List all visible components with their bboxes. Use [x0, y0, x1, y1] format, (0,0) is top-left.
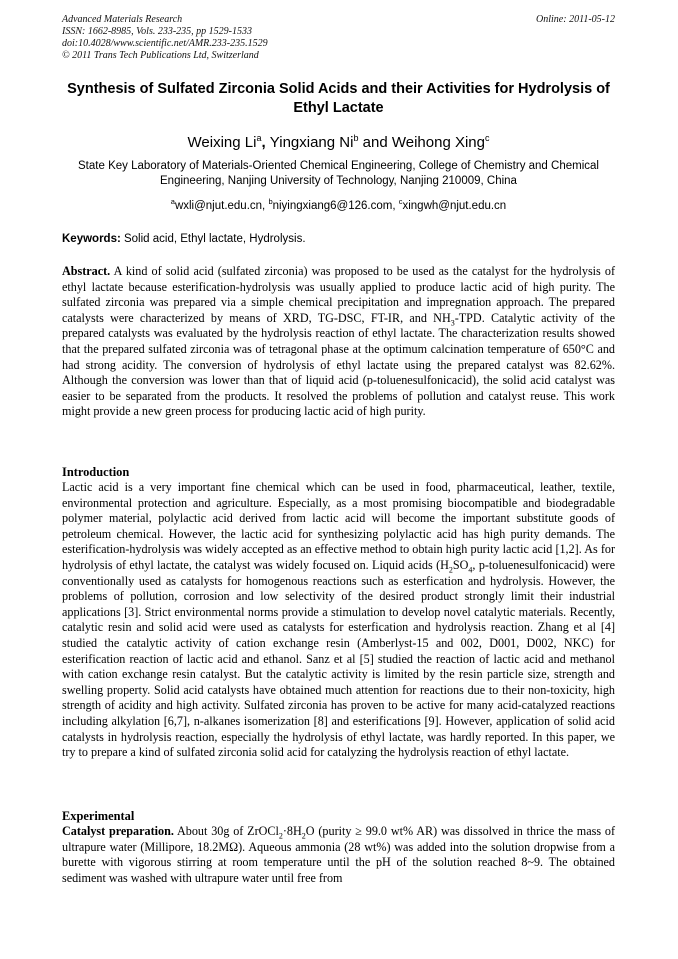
author-separator: ,: [261, 134, 270, 151]
email-superscript: a: [170, 197, 175, 206]
journal-header: [62, 14, 615, 62]
experimental-text: About 30g of ZrOCl: [173, 824, 279, 838]
author-name: Weihong Xing: [391, 134, 485, 151]
keywords: [62, 232, 615, 247]
author-superscript: b: [353, 133, 359, 143]
introduction-heading: Introduction: [62, 465, 130, 479]
author-separator: and: [358, 134, 392, 151]
experimental-text: O (purity ≥ 99.0 wt% AR) was dissolved in thrice the mass of ultrapure water (Millipore, 18.2MΩ). Aqueous ammonia (28 wt%) was added into the solution dropwise from a burette with vigorous stirring at room temperature until the pH of the solution reached 8~9. The obtained sediment was washed with ultrapure water until free from: [62, 824, 616, 885]
doi-line: doi:10.4028/www.scientific.net/AMR.233-235.1529: [62, 38, 268, 49]
keywords-label: Keywords:: [62, 233, 121, 245]
paper-title: Synthesis of Sulfated Zirconia Solid Acids and their Activities for Hydrolysis of Ethyl Lactate: [67, 81, 610, 116]
email-superscript: b: [268, 197, 273, 206]
email-address: xingwh@njut.edu.cn: [402, 199, 507, 212]
introduction-body: [62, 480, 615, 761]
online-date: Online: 2011-05-12: [536, 14, 615, 25]
subscript: 2: [301, 831, 306, 841]
experimental-text: ·8H: [282, 824, 302, 838]
author-name: Weixing Li: [187, 134, 257, 151]
journal-name: Advanced Materials Research: [62, 14, 183, 25]
subscript: 4: [468, 565, 473, 575]
email-superscript: c: [398, 197, 403, 206]
affiliation: State Key Laboratory of Materials-Oriented Chemical Engineering, College of Chemistry and Chemical Engineering, Nanjing University of Technology, Nanjing 210009, China: [78, 160, 599, 187]
email-address: niyingxiang6@126.com,: [272, 199, 399, 212]
subscript: 2: [278, 831, 283, 841]
email-address: wxli@njut.edu.cn,: [174, 199, 269, 212]
introduction-text: SO: [452, 557, 469, 572]
subscript: 2: [448, 565, 453, 575]
abstract: [62, 264, 615, 420]
introduction-text: Lactic acid is a very important fine chemical which can be used in food, pharmaceutical, leather, textile, environmental protection and agriculture. Especially, as a most promising biocompatible and biodegradable polymer material, polylactic acid derived from lactic acid will become the important substitute goods of petroleum chemical. However, the lactic acid for synthesizing polylactic acid has high purity demands. The esterification-hydrolysis was widely accepted as an effective method to obtain high purity lactic acid [1,2]. As for hydrolysis of ethyl lactate, the catalyst was widely focused on. Liquid acids (H: [62, 480, 615, 572]
author-superscript: c: [484, 133, 490, 143]
issn-line: ISSN: 1662-8985, Vols. 233-235, pp 1529-1533: [62, 26, 252, 37]
email-list: [62, 194, 615, 214]
abstract-text: A kind of solid acid (sulfated zirconia) was proposed to be used as the catalyst for the hydrolysis of ethyl lactate because esterification-hydrolysis was usually applied to produce lactic acid of high purity. The sulfated zirconia was prepared via a simple chemical precipitation and impregnation approach. The prepared catalysts were characterized by means of XRD, TG-DSC, FT-IR, and NH: [62, 264, 615, 325]
keywords-text: Solid acid, Ethyl lactate, Hydrolysis.: [120, 233, 306, 245]
author-name: Yingxiang Ni: [269, 134, 354, 151]
experimental-heading: Experimental: [62, 809, 135, 823]
subscript: 3: [450, 318, 455, 328]
experimental-body: [62, 824, 615, 886]
copyright-line: © 2011 Trans Tech Publications Ltd, Switzerland: [62, 50, 259, 61]
abstract-text: -TPD. Catalytic activity of the prepared catalysts was evaluated by the hydrolysis reaction of ethyl lactate. The characterization results showed that the prepared sulfated zirconia was of tetragonal phase at the optimum calcination temperature of 650°C and had strong acidity. The conversion of hydrolysis of ethyl lactate using the prepared catalyst was 82.62%. Although the conversion was lower than that of liquid acid (p-toluenesulfonicacid), the solid acid catalyst was easier to be separated from the products. It resolved the problems of pollution and catalyst reuse. This work might provide a new green process for producing lactic acid of high purity.: [62, 310, 615, 419]
author-list: [62, 128, 615, 153]
introduction-text: , p-toluenesulfonicacid) were conventionally used as catalysts for homogenous reactions such as esterfication and hydrolysis. However, the problems of pollution, corrosion and low selectivity of the desired product strongly limit their industrial applications [3]. Strict environmental norms provide a stimulation to develop novel catalytic materials. Recently, catalytic resin and solid acid were used as catalysts for esterfication and hydrolysis reaction. Zhang et al [4] studied the catalytic activity of cation exchange resin (Amberlyst-15 and 002, D001, D002, NKC) for esterification reaction of lactic acid and ethanol. Sanz et al [5] studied the reaction of lactic acid and methanol with cation exchange resin catalyst. But the catalytic activity is limited by the resin particle size, strength and swelling property. Solid acid catalysts have obtained much attention for reactions due to their non-toxicity, high strength of acidity and high activity. Sulfated zirconia has proven to be active for many acid-catalyzed reactions including alkylation [6,7], n-alkanes isomerization [8] and esterifications [9]. However, application of solid acid catalysts in hydrolysis reaction, especially the hydrolysis of ethyl lactate, was hardly reported. In this paper, we try to prepare a kind of sulfated zirconia solid acid for catalyzing the hydrolysis reaction of ethyl lactate.: [62, 557, 615, 760]
catalyst-preparation-label: Catalyst preparation.: [62, 824, 174, 838]
author-superscript: a: [256, 133, 262, 143]
abstract-label: Abstract.: [62, 264, 111, 278]
